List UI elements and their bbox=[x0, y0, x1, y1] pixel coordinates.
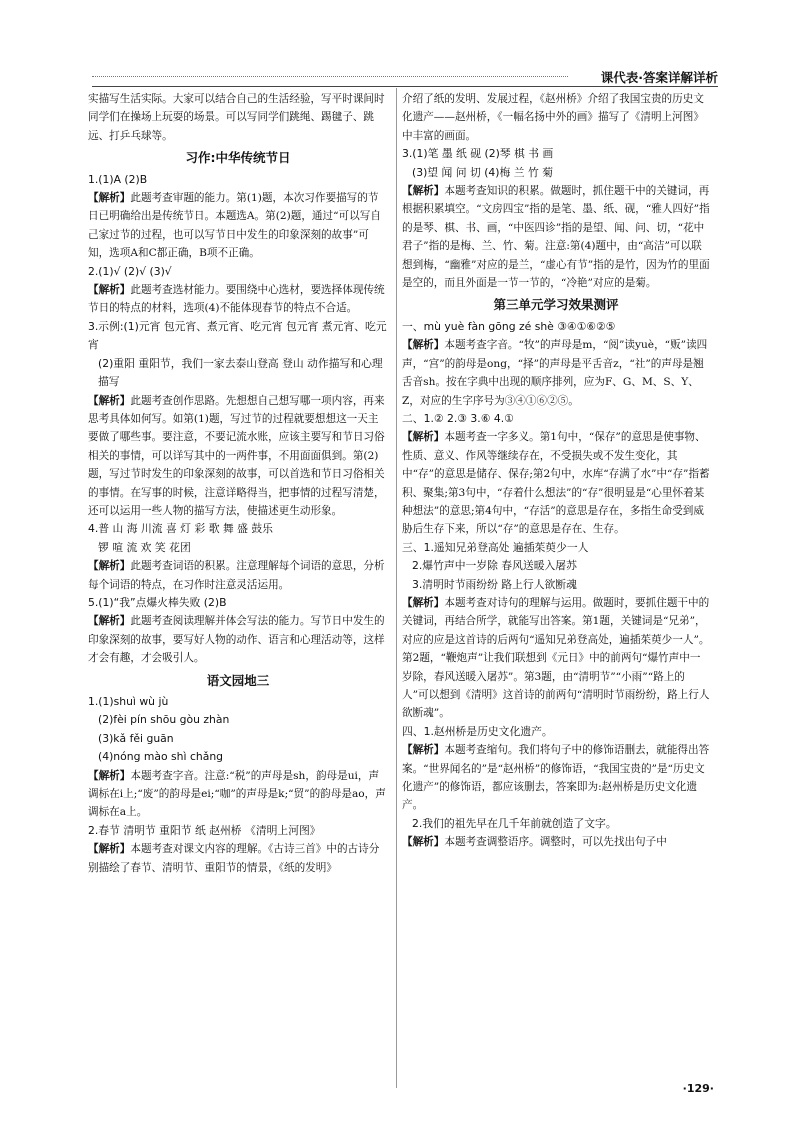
explanation-1 bbox=[88, 189, 388, 263]
explanation-t4b bbox=[402, 833, 710, 851]
answer-t3c: 3.清明时节雨纷纷 路上行人欲断魂 bbox=[412, 577, 577, 591]
answer-t4a: 四、1.赵州桥是历史文化遗产。 bbox=[402, 724, 553, 738]
section-title: 语文园地三 bbox=[206, 672, 270, 688]
explanation-text: 本题考查一字多义。第1句中，“保存”的意思是使事物、性质、意义、作风等继续存在，不受损失或不发生变化，其中“存”的意思是储存、保存;第2句中，水库“存满了水”中“存”指蓄积、聚集;第3句中，“存着什么想法”的“存”很明显是“心里怀着某种想法”的意思;第4句中，“存活”的意思是存在，多指生命受到威胁后生存下来，所以“存”的意思是存在、生存。 bbox=[402, 431, 710, 536]
explanation-t1 bbox=[402, 336, 710, 410]
answer-5: 5.(1)“我”点爆火棒失败 (2)B bbox=[88, 595, 227, 609]
answer-4a: 4.普 山 海 川流 喜 灯 彩 歌 舞 盛 鼓乐 bbox=[88, 522, 273, 536]
explanation-tag: 【解析】 bbox=[402, 185, 445, 198]
answer-y3a: 3.(1)笔 墨 纸 砚 (2)琴 棋 书 画 bbox=[402, 147, 554, 161]
left-column bbox=[88, 90, 388, 877]
answer-2: 2.(1)√ (2)√ (3)√ bbox=[88, 264, 172, 278]
answer-t2: 二、1.② 2.③ 3.⑥ 4.① bbox=[402, 411, 514, 425]
answer-3b: (2)重阳 重阳节，我们一家去泰山登高 登山 动作描写和心理描写 bbox=[98, 356, 383, 389]
explanation-text: 本题考查知识的积累。做题时，抓住题干中的关键词，再根据积累填空。“文房四宝”指的是笔、墨、纸、砚，“雅人四好”指的是琴、棋、书、画，“中医四诊”指的是望、闻、问、切，“花中君子”指的是梅、兰、竹、菊。注意:第(4)题中，由“高洁”可以联想到梅，“幽雅”对应的是兰，“虚心有节”指的是竹，因为竹的里面是空的，而且外面是一节一节的，“冷艳”对应的是菊。 bbox=[402, 185, 710, 290]
answer-4b: 锣 喧 流 欢 笑 花团 bbox=[98, 540, 191, 554]
header-title: 课代表·答案详解详析 bbox=[600, 70, 718, 85]
answer-t3a: 三、1.遥知兄弟登高处 遍插茱萸少一人 bbox=[402, 540, 589, 554]
explanation-y1 bbox=[88, 767, 388, 822]
explanation-tag: 【解析】 bbox=[88, 192, 131, 205]
explanation-2 bbox=[88, 281, 388, 318]
page-number: ·129· bbox=[682, 1082, 714, 1095]
explanation-tag: 【解析】 bbox=[88, 284, 131, 297]
explanation-text: 本题考查缩句。我们将句子中的修饰语删去，就能得出答案。“世界闻名的”是“赵州桥”的修饰语，“我国宝贵的”是“历史文化遗产”的修饰语，都应该删去，答案即为:赵州桥是历史文化遗产。 bbox=[402, 744, 710, 812]
intro-paragraph: 实描写生活实际。大家可以结合自己的生活经验，写平时课间时同学们在操场上玩耍的场景。可以写同学们跳绳、踢毽子、跳远、打乒乓球等。 bbox=[88, 93, 385, 142]
explanation-tag: 【解析】 bbox=[88, 560, 131, 573]
explanation-t2 bbox=[402, 428, 710, 538]
explanation-tag: 【解析】 bbox=[88, 615, 131, 628]
answer-y3b: (3)望 闻 问 切 (4)梅 兰 竹 菊 bbox=[412, 165, 553, 179]
answer-t1: 一、mù yuè fàn gōng zé shè ③④①⑥②⑤ bbox=[402, 319, 616, 333]
explanation-text: 此题考查创作思路。先想想自己想写哪一项内容，再来思考具体如何写。如第(1)题，写过节的过程就要想想这一天主要做了哪些事。要注意，不要记流水账，应该主要写和节日习俗相关的事情，可以详写其中的一两件事，不用面面俱到。第(2)题，写过节时发生的印象深刻的故事，可以首选和节日习俗相关的事情。在写事的时候，注意详略得当，把事情的过程写清楚，还可以运用一些人物的描写方法，使描述更生动形象。 bbox=[88, 394, 385, 517]
continued-paragraph: 介绍了纸的发明、发展过程，《赵州桥》介绍了我国宝贵的历史文化遗产——赵州桥，《一幅名扬中外的画》描写了《清明上河图》中丰富的画面。 bbox=[402, 93, 704, 142]
explanation-tag: 【解析】 bbox=[402, 431, 445, 444]
explanation-text: 本题考查对课文内容的理解。《古诗三首》中的古诗分别描绘了春节、清明节、重阳节的情景，《纸的发明》 bbox=[88, 843, 380, 874]
pinyin-3: (3)kǎ fěi guān bbox=[98, 731, 174, 745]
explanation-t3 bbox=[402, 594, 710, 723]
explanation-t4a bbox=[402, 741, 710, 815]
explanation-text: 此题考查审题的能力。第(1)题，本次习作要描写的节日已明确给出是传统节日。本题选A。第(2)题，通过“可以写自己家过节的过程，也可以写节日中发生的印象深刻的故事”可知，选项A和C都正确，B项不正确。 bbox=[88, 192, 381, 260]
explanation-tag: 【解析】 bbox=[402, 339, 445, 352]
section-title: 第三单元学习效果测评 bbox=[493, 297, 619, 313]
explanation-text: 此题考查词语的积累。注意理解每个词语的意思，分析每个词语的特点，在习作时注意灵活运用。 bbox=[88, 560, 385, 591]
header-rule bbox=[92, 86, 718, 87]
explanation-4 bbox=[88, 557, 388, 594]
explanation-3 bbox=[88, 392, 388, 521]
explanation-text: 本题考查调整语序。调整时，可以先找出句子中 bbox=[444, 836, 667, 849]
explanation-tag: 【解析】 bbox=[402, 596, 445, 609]
answer-t3b: 2.爆竹声中一岁除 春风送暖入屠苏 bbox=[412, 559, 577, 573]
explanation-text: 本题考查对诗句的理解与运用。做题时，要抓住题干中的关键词，再结合所学，就能写出答案。第1题，关键词是“兄弟”，对应的应是这首诗的后两句“遥知兄弟登高处，遍插茱萸少一人”。第2题，“鞭炮声”让我们联想到《元日》中的前两句“爆竹声中一岁除，春风送暖入屠苏”。第3题，由“清明节”“小雨”“路上的人”可以想到《清明》这首诗的前两句“清明时节雨纷纷，路上行人欲断魂”。 bbox=[402, 596, 710, 720]
pinyin-1: 1.(1)shuì wù jù bbox=[88, 695, 169, 708]
answer-y2: 2.春节 清明节 重阳节 纸 赵州桥 《清明上河图》 bbox=[88, 823, 321, 837]
right-column bbox=[402, 90, 710, 852]
page-header bbox=[92, 68, 718, 84]
answer-1: 1.(1)A (2)B bbox=[88, 172, 148, 186]
explanation-tag: 【解析】 bbox=[88, 769, 131, 782]
pinyin-2: (2)fèi pín shōu gòu zhàn bbox=[98, 713, 230, 727]
explanation-tag: 【解析】 bbox=[88, 843, 131, 856]
answer-3a: 3.示例:(1)元宵 包元宵、煮元宵、吃元宵 包元宵 煮元宵、吃元宵 bbox=[88, 319, 387, 352]
section-title: 习作:中华传统节日 bbox=[185, 150, 291, 166]
explanation-5 bbox=[88, 612, 388, 667]
explanation-text: 本题考查字音。“牧”的声母是m，“阅”读yuè，“贩”读四声，“宫”的韵母是ong，“择”的声母是平舌音z，“社”的声母是翘舌音sh。按在字典中出现的顺序排列，应为F、G、M、S、Y、Z，对应的生字序号为③④①⑥②⑤。 bbox=[402, 339, 708, 407]
header-dotted-line bbox=[92, 76, 568, 77]
explanation-tag: 【解析】 bbox=[402, 744, 445, 757]
explanation-tag: 【解析】 bbox=[402, 836, 445, 849]
explanation-tag: 【解析】 bbox=[88, 394, 131, 407]
column-divider bbox=[396, 88, 397, 1088]
explanation-text: 此题考查选材能力。要围绕中心选材，要选择体现传统节日的特点的材料，选项(4)不能体现春节的特点不合适。 bbox=[88, 284, 385, 315]
explanation-text: 本题考查字音。注意:“税”的声母是sh，韵母是ui，声调标在i上;“废”的韵母是ei;“咖”的声母是k;“贸”的韵母是ao，声调标在a上。 bbox=[88, 769, 386, 819]
pinyin-4: (4)nóng mào shì chǎng bbox=[98, 750, 224, 764]
explanation-y2 bbox=[88, 840, 388, 877]
explanation-text: 此题考查阅读理解并体会写法的能力。写节日中发生的印象深刻的故事，要写好人物的动作、语言和心理活动等，这样才会有趣，才会吸引人。 bbox=[88, 615, 385, 665]
answer-t4b: 2.我们的祖先早在几千年前就创造了文字。 bbox=[412, 816, 617, 830]
explanation-y3 bbox=[402, 182, 710, 292]
